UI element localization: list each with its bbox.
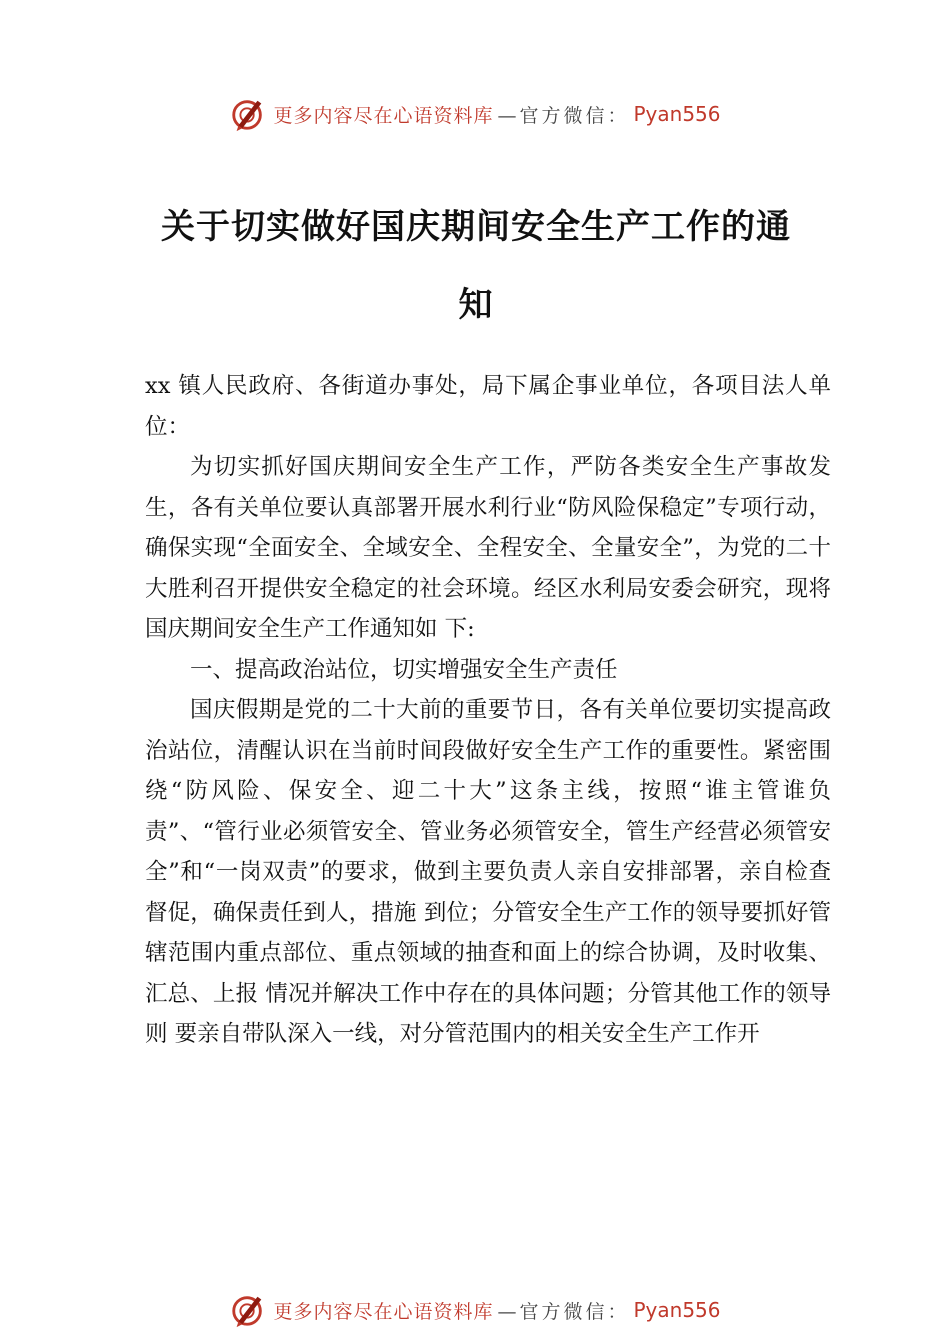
footer-banner-title: 更多内容尽在心语资料库 — [273, 1300, 494, 1323]
footer-banner-wechat-id: Pyan556 — [633, 1298, 721, 1322]
pen-logo-icon — [229, 95, 267, 133]
banner-wechat-id: Pyan556 — [633, 102, 721, 126]
paragraph-body: 国庆假期是党的二十大前的重要节日，各有关单位要切实提高政治站位，清醒认识在当前时间段做好安全生产工作的重要性。紧密围绕“防风险、保安全、迎二十大”这条主线，按照“谁主管谁负责”、“管行业必须管安全、管业务必须管安全，管生产经营必须管安全”和“一岗双责”的要求，做到主要负责人亲自安排部署，亲自检查督促，确保责任到人，措施 到位；分管安全生产工作的领导要抓好管辖范围内重点部位、重点领域的抽查和面上的综合协调，及时收集、汇总、上报 情况并解决工作中存在的具体问题；分管其他工作的领导则 要亲自带队深入一线，对分管范围内的相关安全生产工作开 — [145, 697, 831, 1047]
document-title: 关于切实做好国庆期间安全生产工作的通知 — [161, 207, 791, 325]
banner-title: 更多内容尽在心语资料库 — [273, 104, 494, 127]
banner-subtitle: —官方微信： — [497, 104, 630, 127]
footer-banner — [0, 1290, 950, 1330]
section-heading: 一、提高政治站位，切实增强安全生产责任 — [190, 656, 618, 683]
addressee: xx 镇人民政府、各街道办事处，局下属企事业单位，各项目法人单位： — [145, 373, 831, 440]
footer-banner-subtitle: —官方微信： — [497, 1300, 630, 1323]
document-body — [145, 366, 831, 1055]
header-banner — [0, 94, 950, 134]
pen-logo-icon — [229, 1291, 267, 1329]
paragraph-intro: 为切实抓好国庆期间安全生产工作，严防各类安全生产事故发生，各有关单位要认真部署开展水利行业“防风险保稳定”专项行动，确保实现“全面安全、全域安全、全程安全、全量安全”，为党的二十大胜利召开提供安全稳定的社会环境。经区水利局安委会研究，现将国庆期间安全生产工作通知如 下: — [145, 454, 831, 642]
